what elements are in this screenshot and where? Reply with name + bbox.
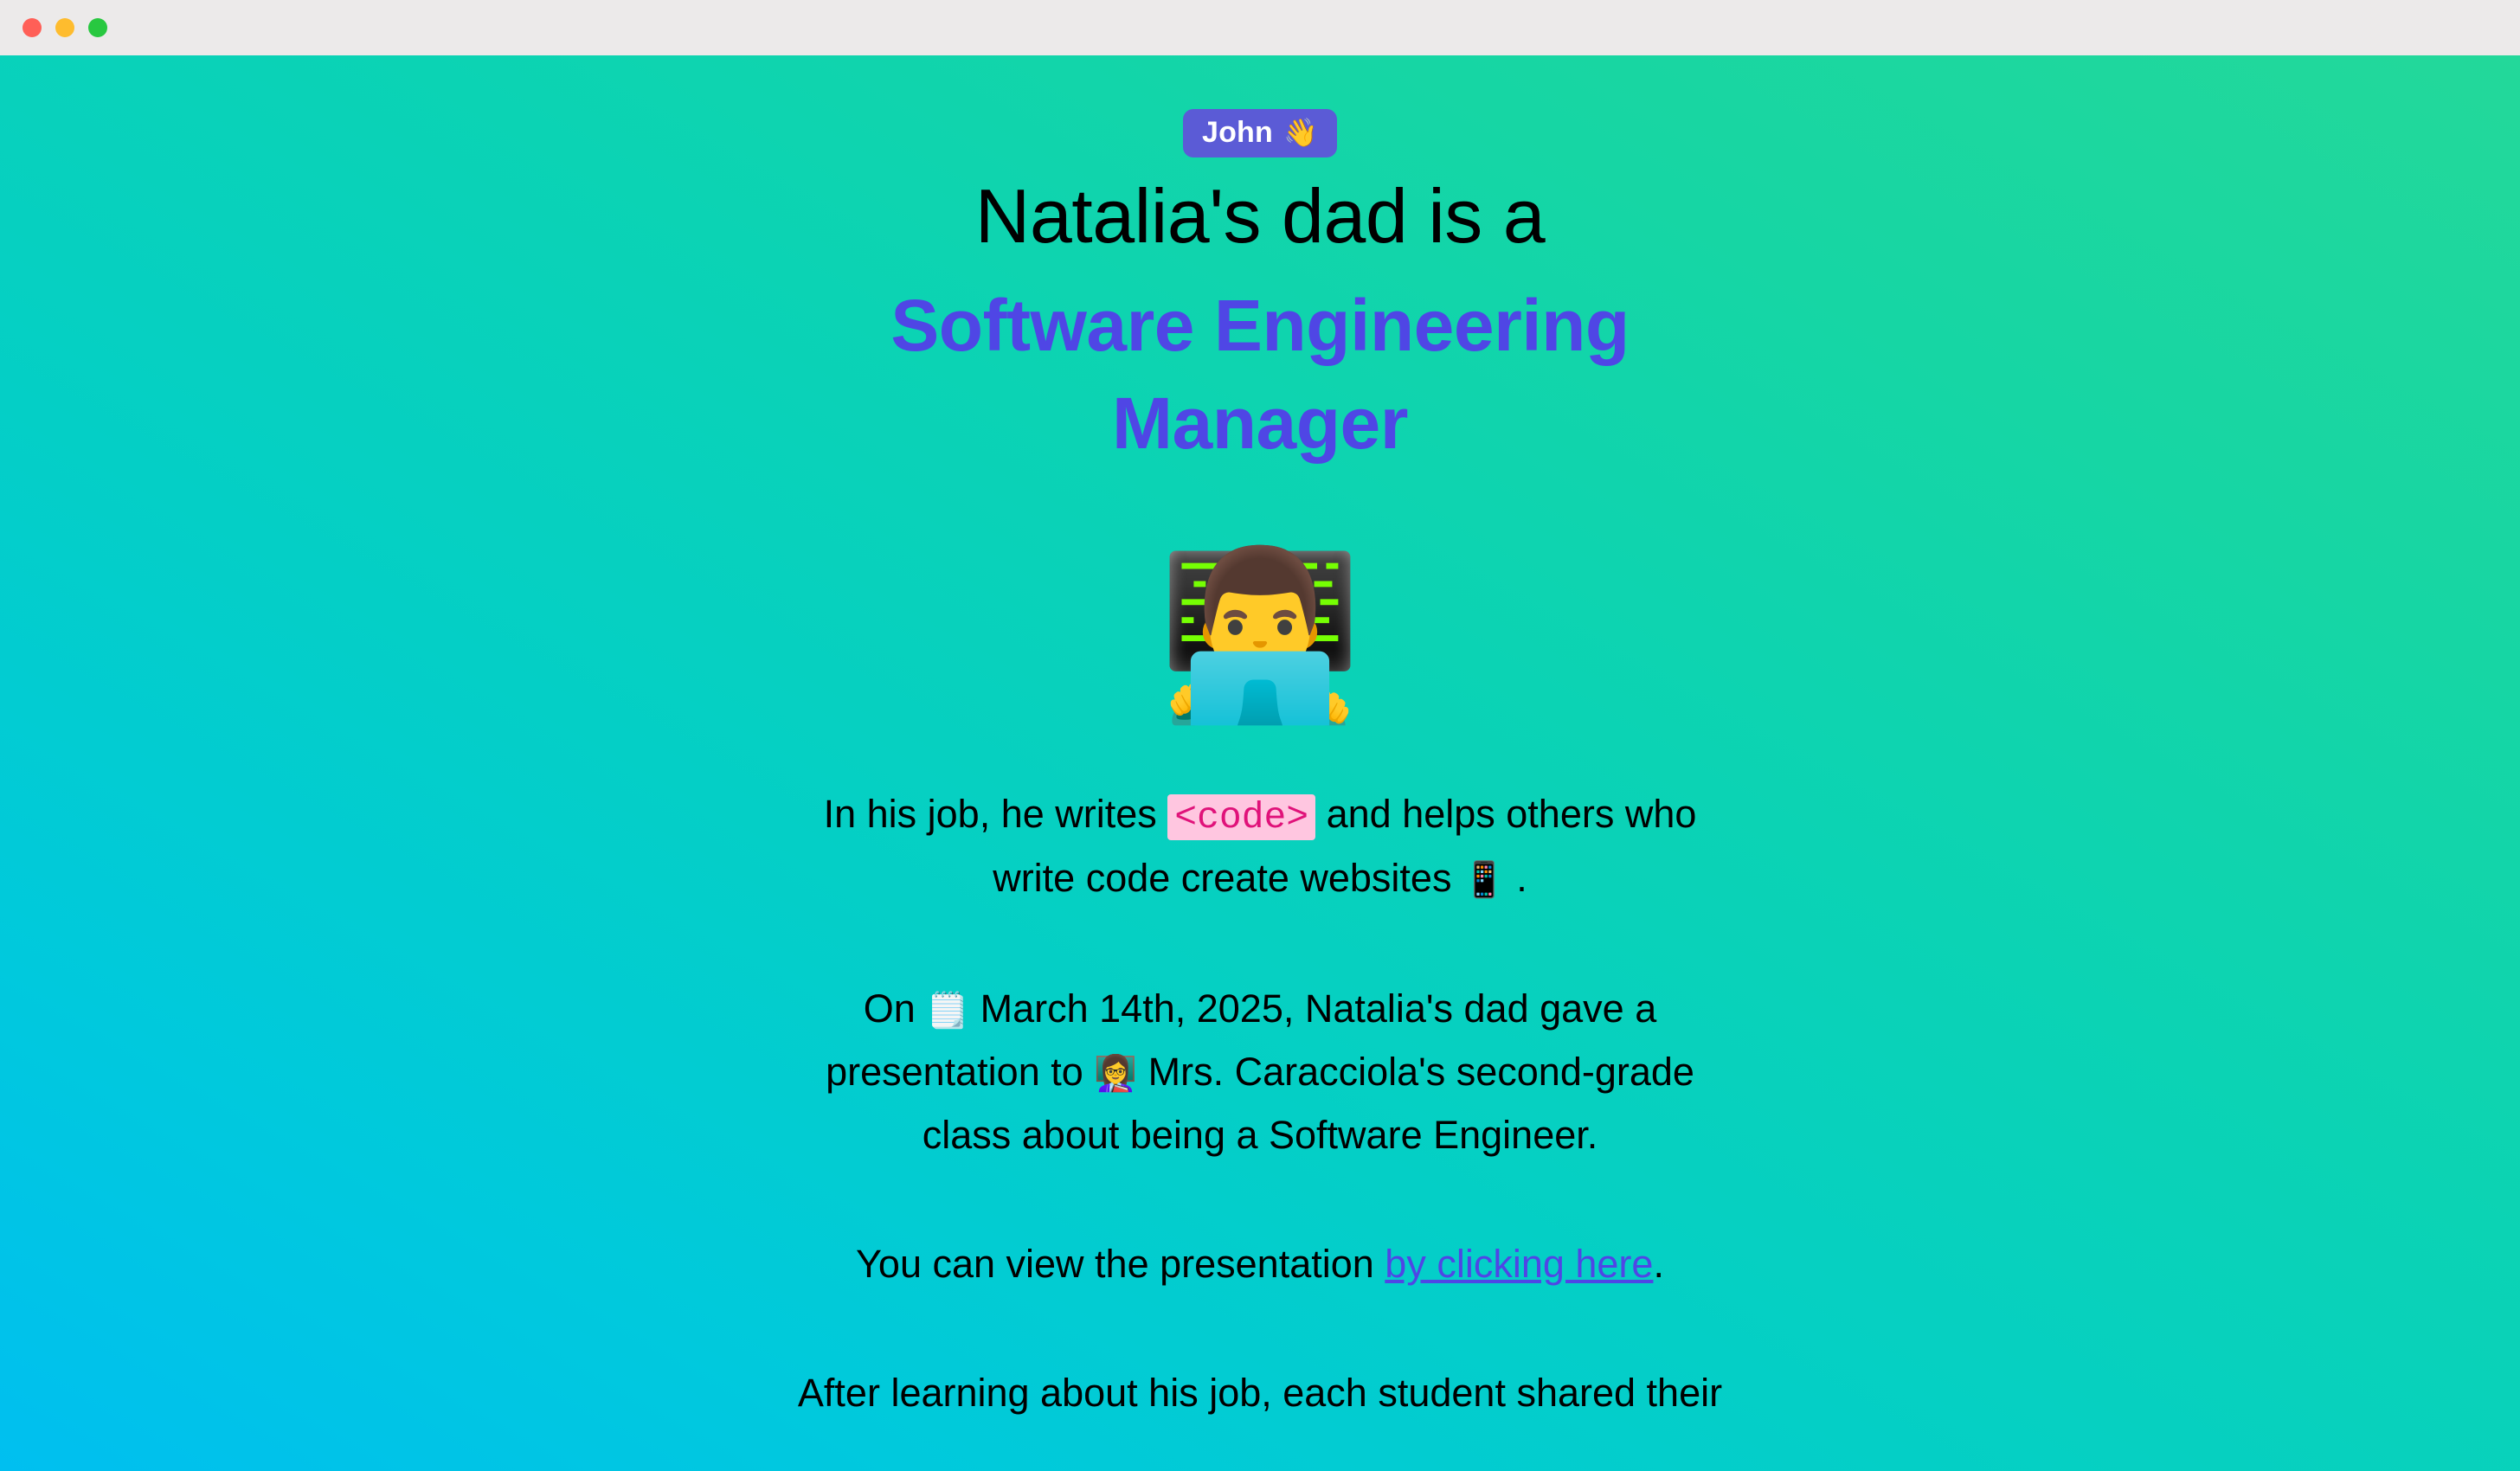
- spiral-calendar-icon: 🗒️: [926, 992, 970, 1031]
- paragraph-1-text-c: .: [1505, 856, 1527, 901]
- paragraph-1-text-b: and helps others who write code create websites: [993, 791, 1697, 901]
- view-presentation-link[interactable]: by clicking here: [1385, 1241, 1654, 1286]
- page-content: [0, 55, 2520, 1425]
- mobile-phone-icon: 📱: [1462, 861, 1506, 900]
- name-badge-label: John: [1201, 116, 1273, 149]
- page-content-area: [0, 55, 2520, 1471]
- paragraph-students-shared: After learning about his job, each student shared their: [797, 1370, 1723, 1415]
- maximize-window-icon[interactable]: [88, 18, 107, 37]
- paragraph-3-text-a: You can view the presentation: [856, 1241, 1385, 1286]
- page-subtitle-role: Software Engineering Manager: [890, 284, 1630, 465]
- inline-code-tag: <code>: [1167, 794, 1315, 840]
- window-titlebar: [0, 0, 2520, 55]
- paragraph-presentation-link: [784, 1233, 1736, 1296]
- name-badge: [1183, 109, 1337, 157]
- paragraph-3-text-b: .: [1653, 1241, 1664, 1286]
- page-title: Natalia's dad is a: [974, 173, 1546, 259]
- paragraph-2-text-a: On: [863, 986, 927, 1031]
- man-technologist-icon: 👨‍💻: [1157, 543, 1363, 727]
- woman-teacher-icon: 👩‍🏫: [1094, 1055, 1138, 1094]
- paragraph-2-text-c: Mrs. Caracciola's second-grade class about being a Software Engineer.: [922, 1050, 1694, 1157]
- name-badge-wrapper: [0, 109, 2520, 157]
- paragraph-presentation-details: [784, 978, 1736, 1167]
- paragraph-2-text-b: March 14th, 2025, Natalia's dad gave a presentation to: [826, 986, 1657, 1095]
- minimize-window-icon[interactable]: [55, 18, 74, 37]
- paragraph-1-text-a: In his job, he writes: [823, 791, 1168, 836]
- paragraph-job-description: [784, 783, 1736, 911]
- waving-hand-icon: 👋: [1282, 117, 1319, 148]
- close-window-icon[interactable]: [22, 18, 42, 37]
